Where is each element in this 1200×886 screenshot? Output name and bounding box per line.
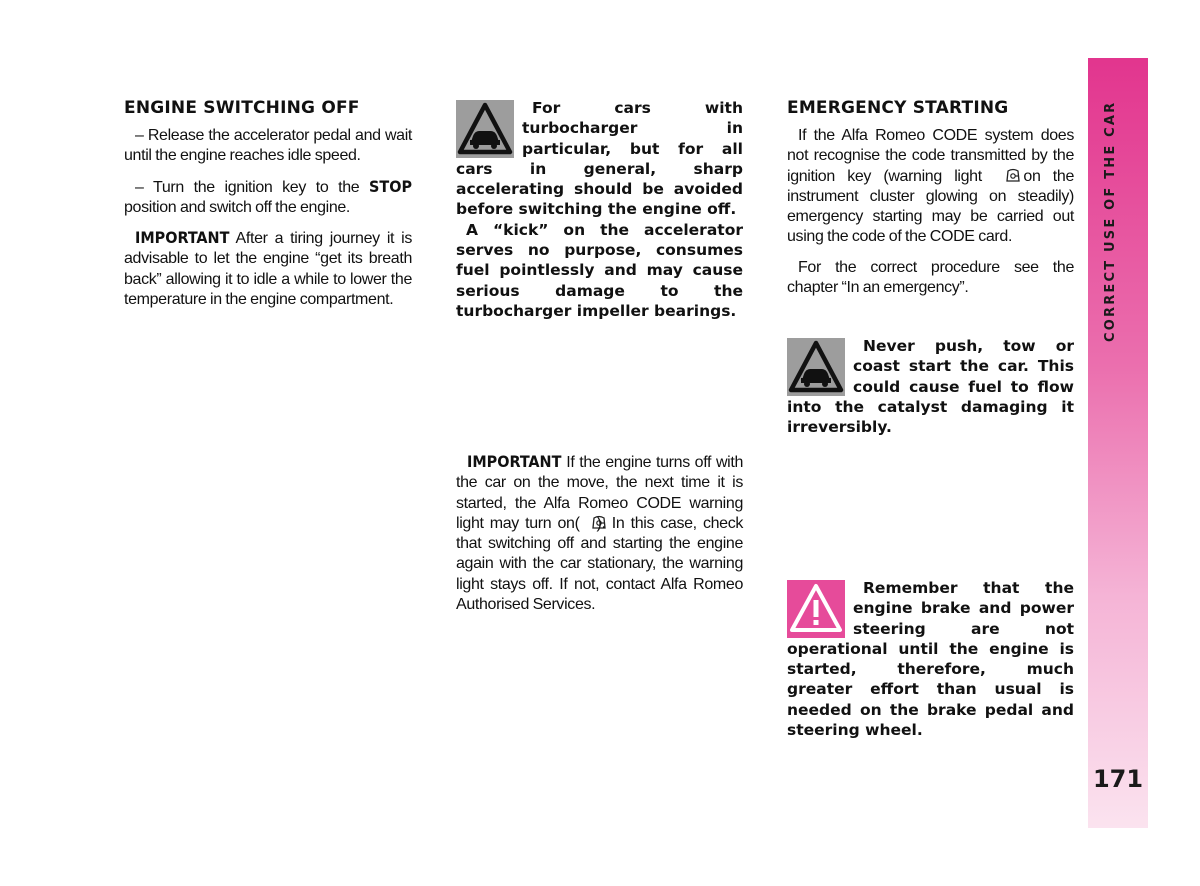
code-key-icon bbox=[580, 515, 597, 530]
section-title-vertical: CORRECT USE OF THE CAR bbox=[1103, 100, 1118, 342]
paragraph-important-tiring-journey bbox=[124, 228, 412, 310]
text-run: After a tiring journey it is advisable to let the engine “get its breath back” allowing it to idle a while to lower the temperature in the engine compartment. bbox=[124, 230, 412, 309]
code-key-icon bbox=[994, 168, 1011, 183]
warning-never-push bbox=[787, 336, 1074, 437]
text-run: ). In this case, check that switching off and starting the engine again with the car stationary, the warning light stays off. If not, contact Alfa Romeo Authorised Services. bbox=[456, 514, 743, 614]
warning-turbocharger-text-b bbox=[456, 220, 743, 321]
text-run: – Turn the ignition key to the bbox=[135, 178, 370, 196]
section-sidebar bbox=[1088, 58, 1148, 828]
column-emergency-starting bbox=[787, 98, 1074, 308]
text-run: on the instrument cluster glowing on steadily) emergency starting may be carried out using the code of the CODE card. bbox=[787, 167, 1074, 246]
car-warning-icon bbox=[456, 100, 514, 158]
paragraph-turn-key bbox=[124, 177, 412, 219]
section-heading-emergency-starting: EMERGENCY STARTING bbox=[787, 98, 1009, 118]
exclamation-warning-icon bbox=[787, 580, 845, 638]
text-run: If the Alfa Romeo CODE system does not recognise the code transmitted by the ignition key (warning light bbox=[787, 127, 1074, 185]
column-turbocharger-warning bbox=[456, 98, 743, 321]
text-run: If the engine turns off with the car on the move, the next time it is started, the Alfa Romeo CODE warning light may turn on( bbox=[456, 454, 743, 532]
page-number: 171 bbox=[1092, 765, 1144, 793]
stop-label: STOP bbox=[369, 176, 412, 196]
column-important-engine-off bbox=[456, 452, 743, 625]
important-label: IMPORTANT bbox=[467, 452, 562, 471]
paragraph-release-pedal: – Release the accelerator pedal and wait until the engine reaches idle speed. bbox=[124, 127, 412, 165]
column-engine-switching-off bbox=[124, 98, 412, 320]
warning-engine-brake bbox=[787, 578, 1074, 740]
paragraph-correct-procedure: For the correct procedure see the chapter “In an emergency”. bbox=[787, 258, 1074, 297]
text-run: Remember that the engine brake and power steering are not operational until the engine is started, therefore, much greater effort than usual is needed on the brake pedal and steering wheel. bbox=[787, 579, 1074, 740]
text-run: position and switch off the engine. bbox=[124, 198, 351, 216]
text-run: Never push, tow or coast start the car. This could cause fuel to flow into the catalyst damaging it irreversibly. bbox=[787, 337, 1074, 437]
car-warning-icon bbox=[787, 338, 845, 396]
text-run: A “kick” on the accelerator serves no purpose, consumes fuel pointlessly and may cause serious damage to the turbocharger impeller bearings. bbox=[456, 220, 743, 320]
paragraph-important-engine-turns-off bbox=[456, 452, 743, 615]
important-label: IMPORTANT bbox=[135, 228, 230, 248]
section-heading-engine-switching-off: ENGINE SWITCHING OFF bbox=[124, 98, 360, 118]
text-run: For cars with turbocharger in particular, but for all cars in general, sharp accelerating should be avoided before switching the engine off. bbox=[456, 99, 743, 219]
paragraph-code-system bbox=[787, 126, 1074, 248]
